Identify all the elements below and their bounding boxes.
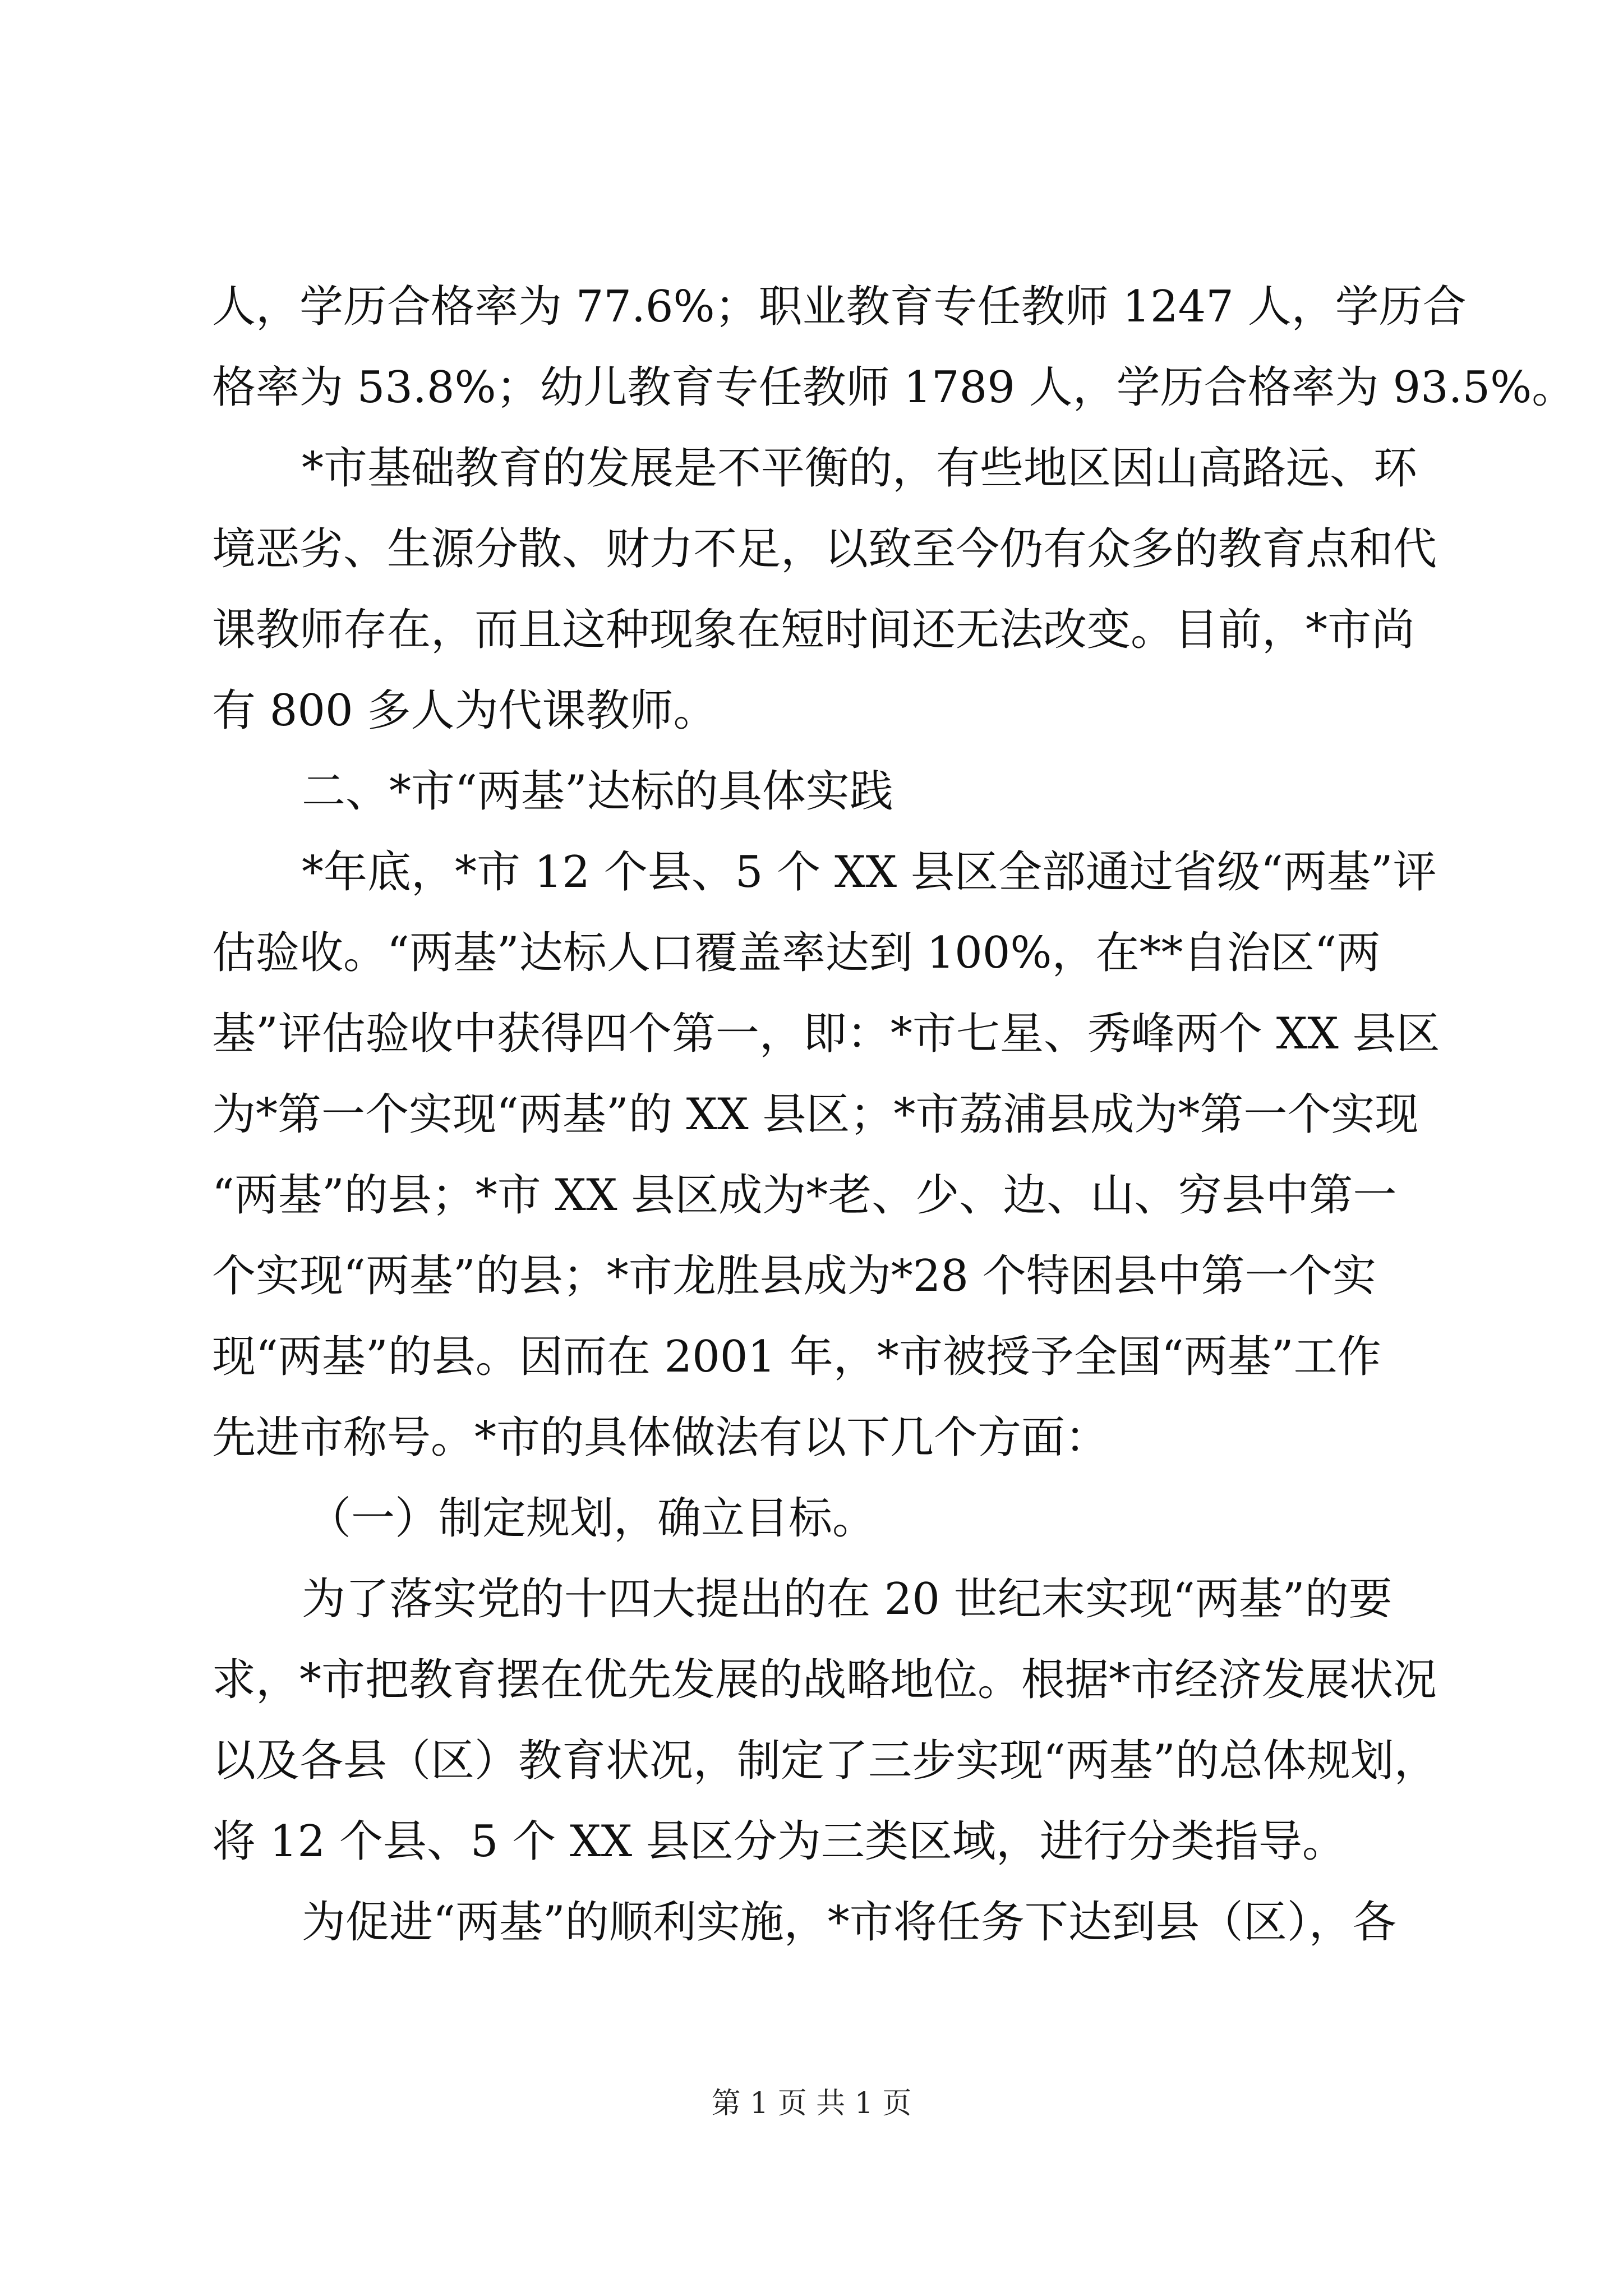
text-line: 人，学历合格率为 77.6%；职业教育专任教师 1247 人，学历合 — [212, 282, 1467, 332]
paragraph-start: *市基础教育的发展是不平衡的，有些地区因山高路远、环 — [302, 443, 1418, 494]
page-footer: 第 1 页 共 1 页 — [711, 2087, 912, 2120]
text-line: 课教师存在，而且这种现象在短时间还无法改变。目前，*市尚 — [212, 605, 1415, 655]
text-line: 为*第一个实现“两基”的 XX 县区；*市荔浦县成为*第一个实现 — [212, 1089, 1419, 1140]
text-line: 格率为 53.8%；幼儿教育专任教师 1789 人，学历合格率为 93.5%。 — [212, 362, 1576, 413]
paragraph-start: 为促进“两基”的顺利实施，*市将任务下达到县（区），各 — [302, 1897, 1396, 1948]
text-line: 现“两基”的县。因而在 2001 年，*市被授予全国“两基”工作 — [212, 1332, 1381, 1382]
text-line: “两基”的县；*市 XX 县区成为*老、少、边、山、穷县中第一 — [212, 1170, 1397, 1221]
body-text — [212, 266, 1576, 1963]
text-line: 境恶劣、生源分散、财力不足，以致至今仍有众多的教育点和代 — [212, 524, 1437, 574]
text-line: 将 12 个县、5 个 XX 县区分为三类区域，进行分类指导。 — [212, 1816, 1346, 1867]
subsection-heading: （一）制定规划，确立目标。 — [307, 1493, 877, 1544]
text-line: 估验收。“两基”达标人口覆盖率达到 100%，在**自治区“两 — [212, 928, 1381, 978]
text-line: 以及各县（区）教育状况，制定了三步实现“两基”的总体规划， — [212, 1736, 1438, 1786]
section-heading: 二、*市“两基”达标的具体实践 — [302, 766, 893, 817]
text-line: 求，*市把教育摆在优先发展的战略地位。根据*市经济发展状况 — [212, 1655, 1437, 1705]
text-line: 先进市称号。*市的具体做法有以下几个方面： — [212, 1412, 1109, 1463]
text-line: 基”评估验收中获得四个第一，即：*市七星、秀峰两个 XX 县区 — [212, 1009, 1440, 1059]
paragraph-start: *年底，*市 12 个县、5 个 XX 县区全部通过省级“两基”评 — [302, 847, 1437, 898]
paragraph-start: 为了落实党的十四大提出的在 20 世纪末实现“两基”的要 — [302, 1574, 1393, 1625]
text-line: 有 800 多人为代课教师。 — [212, 685, 717, 736]
text-line: 个实现“两基”的县；*市龙胜县成为*28 个特困县中第一个实 — [212, 1251, 1376, 1301]
